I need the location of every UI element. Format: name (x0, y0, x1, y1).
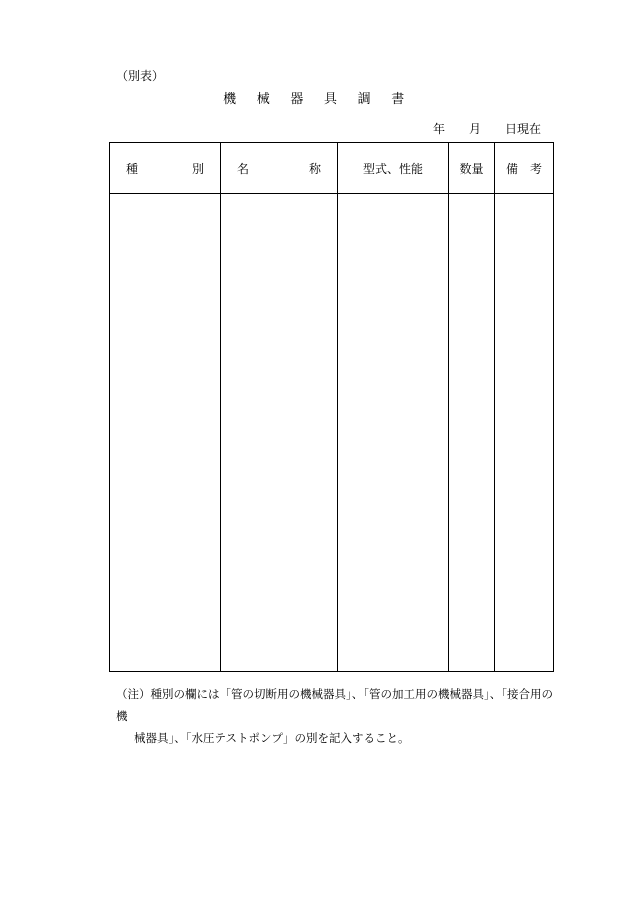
table-cell (495, 194, 554, 672)
title-char: 機 (223, 92, 239, 107)
column-header-quantity: 数量 (449, 143, 495, 194)
date-line (433, 120, 541, 137)
header-char: 別 (191, 161, 204, 176)
date-year: 年 (432, 122, 445, 136)
title-char: 調 (357, 92, 374, 107)
document-title (0, 88, 630, 107)
footnote-line: 械器具」、「水圧テストポンプ」の別を記入すること。 (134, 731, 410, 745)
title-char: 具 (324, 92, 340, 107)
table-header-row (110, 143, 554, 194)
table-cell (338, 194, 449, 672)
table-cell (110, 194, 221, 672)
header-char: 名 (237, 161, 250, 176)
table-row (110, 194, 554, 672)
appendix-label: （別表） (116, 69, 165, 83)
table-cell (449, 194, 495, 672)
title-char: 械 (256, 92, 273, 107)
footnote-line: （注）種別の欄には「管の切断用の機械器具」、「管の加工用の機械器具」、「接合用の機 (116, 687, 553, 723)
date-day: 日現在 (504, 122, 541, 136)
equipment-table (109, 142, 554, 672)
column-header-type (110, 143, 221, 194)
title-char: 器 (290, 92, 306, 107)
header-char: 称 (308, 161, 321, 176)
title-char: 書 (391, 92, 407, 107)
footnote (116, 683, 556, 749)
column-header-remarks: 備 考 (495, 143, 554, 194)
table-cell (221, 194, 338, 672)
header-char: 種 (126, 161, 139, 176)
column-header-model: 型式、性能 (338, 143, 449, 194)
date-month: 月 (468, 122, 481, 136)
column-header-name (221, 143, 338, 194)
